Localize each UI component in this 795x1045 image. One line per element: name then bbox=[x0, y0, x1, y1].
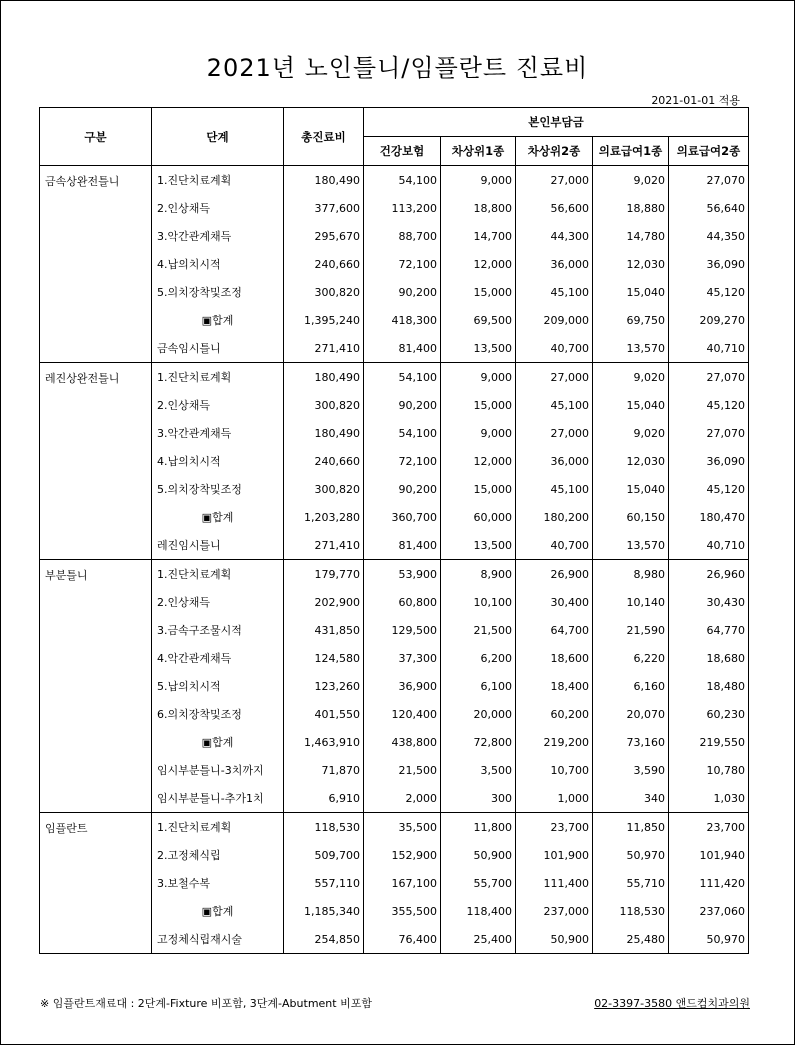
copay-value: 219,550 bbox=[669, 728, 749, 756]
copay-value: 10,100 bbox=[441, 588, 516, 616]
copay-value: 30,400 bbox=[516, 588, 593, 616]
step-label: 3.악간관계채득 bbox=[152, 222, 284, 250]
copay-value: 340 bbox=[593, 784, 669, 813]
copay-value: 237,000 bbox=[516, 897, 593, 925]
copay-value: 37,300 bbox=[364, 644, 441, 672]
clinic-contact: 02-3397-3580 앤드컴치과의원 bbox=[594, 997, 750, 1010]
copay-value: 72,100 bbox=[364, 447, 441, 475]
total-fee: 431,850 bbox=[284, 616, 364, 644]
copay-value: 18,680 bbox=[669, 644, 749, 672]
total-fee: 123,260 bbox=[284, 672, 364, 700]
copay-value: 50,900 bbox=[516, 925, 593, 954]
copay-value: 12,000 bbox=[441, 250, 516, 278]
step-label: 1.진단치료계획 bbox=[152, 363, 284, 392]
total-fee: 6,910 bbox=[284, 784, 364, 813]
step-label: 1.진단치료계획 bbox=[152, 560, 284, 589]
footnote: ※ 임플란트재료대 : 2단계-Fixture 비포함, 3단계-Abutment 비포함 bbox=[40, 997, 372, 1010]
copay-value: 27,070 bbox=[669, 363, 749, 392]
copay-value: 13,570 bbox=[593, 334, 669, 363]
total-fee: 300,820 bbox=[284, 391, 364, 419]
copay-value: 18,480 bbox=[669, 672, 749, 700]
copay-value: 11,800 bbox=[441, 813, 516, 842]
table-row bbox=[40, 166, 749, 195]
step-label: 레진임시틀니 bbox=[152, 531, 284, 560]
total-fee: 509,700 bbox=[284, 841, 364, 869]
total-fee: 180,490 bbox=[284, 363, 364, 392]
copay-value: 12,000 bbox=[441, 447, 516, 475]
copay-value: 21,590 bbox=[593, 616, 669, 644]
total-fee: 300,820 bbox=[284, 475, 364, 503]
copay-value: 90,200 bbox=[364, 278, 441, 306]
step-label: 고정체식립재시술 bbox=[152, 925, 284, 954]
copay-value: 13,500 bbox=[441, 334, 516, 363]
copay-value: 120,400 bbox=[364, 700, 441, 728]
copay-value: 45,120 bbox=[669, 475, 749, 503]
copay-value: 72,800 bbox=[441, 728, 516, 756]
total-fee: 1,185,340 bbox=[284, 897, 364, 925]
copay-value: 1,000 bbox=[516, 784, 593, 813]
copay-value: 69,750 bbox=[593, 306, 669, 334]
total-fee: 180,490 bbox=[284, 419, 364, 447]
copay-value: 50,970 bbox=[593, 841, 669, 869]
step-label: 5.납의치시적 bbox=[152, 672, 284, 700]
step-label: 임시부분틀니-3치까지 bbox=[152, 756, 284, 784]
copay-value: 12,030 bbox=[593, 250, 669, 278]
step-label: 2.인상채득 bbox=[152, 588, 284, 616]
copay-value: 111,400 bbox=[516, 869, 593, 897]
step-label: 2.인상채득 bbox=[152, 194, 284, 222]
step-label: 3.악간관계채득 bbox=[152, 419, 284, 447]
copay-value: 167,100 bbox=[364, 869, 441, 897]
copay-value: 18,600 bbox=[516, 644, 593, 672]
copay-value: 15,040 bbox=[593, 391, 669, 419]
copay-value: 23,700 bbox=[669, 813, 749, 842]
copay-value: 27,070 bbox=[669, 419, 749, 447]
subtotal-label: ▣합계 bbox=[152, 728, 284, 756]
total-fee: 401,550 bbox=[284, 700, 364, 728]
copay-value: 101,900 bbox=[516, 841, 593, 869]
copay-value: 36,090 bbox=[669, 447, 749, 475]
table-body bbox=[40, 166, 749, 954]
total-fee: 1,463,910 bbox=[284, 728, 364, 756]
copay-value: 3,500 bbox=[441, 756, 516, 784]
copay-value: 237,060 bbox=[669, 897, 749, 925]
copay-value: 54,100 bbox=[364, 419, 441, 447]
copay-value: 219,200 bbox=[516, 728, 593, 756]
copay-value: 36,000 bbox=[516, 250, 593, 278]
header-col-1: 차상위1종 bbox=[441, 137, 516, 166]
effective-date: 2021-01-01 적용 bbox=[651, 94, 740, 107]
copay-value: 118,400 bbox=[441, 897, 516, 925]
total-fee: 71,870 bbox=[284, 756, 364, 784]
copay-value: 23,700 bbox=[516, 813, 593, 842]
fee-table bbox=[39, 107, 749, 954]
copay-value: 15,040 bbox=[593, 278, 669, 306]
copay-value: 27,000 bbox=[516, 166, 593, 195]
step-label: 4.납의치시적 bbox=[152, 250, 284, 278]
copay-value: 9,000 bbox=[441, 419, 516, 447]
group-name: 부분틀니 bbox=[40, 560, 152, 813]
total-fee: 377,600 bbox=[284, 194, 364, 222]
copay-value: 11,850 bbox=[593, 813, 669, 842]
step-label: 3.보철수복 bbox=[152, 869, 284, 897]
copay-value: 9,000 bbox=[441, 166, 516, 195]
header-step: 단계 bbox=[152, 108, 284, 166]
total-fee: 1,395,240 bbox=[284, 306, 364, 334]
step-label: 5.의치장착및조정 bbox=[152, 278, 284, 306]
copay-value: 60,230 bbox=[669, 700, 749, 728]
copay-value: 9,020 bbox=[593, 166, 669, 195]
copay-value: 27,070 bbox=[669, 166, 749, 195]
total-fee: 240,660 bbox=[284, 447, 364, 475]
copay-value: 45,100 bbox=[516, 278, 593, 306]
copay-value: 438,800 bbox=[364, 728, 441, 756]
copay-value: 101,940 bbox=[669, 841, 749, 869]
copay-value: 15,040 bbox=[593, 475, 669, 503]
copay-value: 10,140 bbox=[593, 588, 669, 616]
copay-value: 64,700 bbox=[516, 616, 593, 644]
step-label: 2.인상채득 bbox=[152, 391, 284, 419]
table-row bbox=[40, 363, 749, 392]
copay-value: 15,000 bbox=[441, 475, 516, 503]
copay-value: 113,200 bbox=[364, 194, 441, 222]
copay-value: 360,700 bbox=[364, 503, 441, 531]
copay-value: 13,500 bbox=[441, 531, 516, 560]
copay-value: 129,500 bbox=[364, 616, 441, 644]
copay-value: 36,000 bbox=[516, 447, 593, 475]
copay-value: 418,300 bbox=[364, 306, 441, 334]
step-label: 임시부분틀니-추가1치 bbox=[152, 784, 284, 813]
copay-value: 53,900 bbox=[364, 560, 441, 589]
copay-value: 35,500 bbox=[364, 813, 441, 842]
header-col-3: 의료급여1종 bbox=[593, 137, 669, 166]
copay-value: 209,000 bbox=[516, 306, 593, 334]
header-col-2: 차상위2종 bbox=[516, 137, 593, 166]
copay-value: 56,600 bbox=[516, 194, 593, 222]
copay-value: 1,030 bbox=[669, 784, 749, 813]
copay-value: 40,710 bbox=[669, 531, 749, 560]
step-label: 4.납의치시적 bbox=[152, 447, 284, 475]
copay-value: 6,200 bbox=[441, 644, 516, 672]
copay-value: 26,960 bbox=[669, 560, 749, 589]
copay-value: 10,700 bbox=[516, 756, 593, 784]
copay-value: 36,900 bbox=[364, 672, 441, 700]
total-fee: 124,580 bbox=[284, 644, 364, 672]
copay-value: 9,020 bbox=[593, 419, 669, 447]
copay-value: 36,090 bbox=[669, 250, 749, 278]
copay-value: 9,020 bbox=[593, 363, 669, 392]
copay-value: 45,100 bbox=[516, 475, 593, 503]
copay-value: 45,100 bbox=[516, 391, 593, 419]
copay-value: 54,100 bbox=[364, 166, 441, 195]
step-label: 3.금속구조물시적 bbox=[152, 616, 284, 644]
copay-value: 72,100 bbox=[364, 250, 441, 278]
copay-value: 88,700 bbox=[364, 222, 441, 250]
header-total: 총진료비 bbox=[284, 108, 364, 166]
header-col-4: 의료급여2종 bbox=[669, 137, 749, 166]
copay-value: 26,900 bbox=[516, 560, 593, 589]
total-fee: 295,670 bbox=[284, 222, 364, 250]
copay-value: 21,500 bbox=[441, 616, 516, 644]
copay-value: 355,500 bbox=[364, 897, 441, 925]
copay-value: 25,480 bbox=[593, 925, 669, 954]
step-label: 5.의치장착및조정 bbox=[152, 475, 284, 503]
copay-value: 8,980 bbox=[593, 560, 669, 589]
copay-value: 20,070 bbox=[593, 700, 669, 728]
copay-value: 18,400 bbox=[516, 672, 593, 700]
table-row bbox=[40, 560, 749, 589]
copay-value: 73,160 bbox=[593, 728, 669, 756]
copay-value: 60,000 bbox=[441, 503, 516, 531]
copay-value: 55,710 bbox=[593, 869, 669, 897]
copay-value: 50,900 bbox=[441, 841, 516, 869]
total-fee: 271,410 bbox=[284, 334, 364, 363]
copay-value: 21,500 bbox=[364, 756, 441, 784]
copay-value: 18,880 bbox=[593, 194, 669, 222]
copay-value: 60,200 bbox=[516, 700, 593, 728]
copay-value: 14,780 bbox=[593, 222, 669, 250]
copay-value: 6,220 bbox=[593, 644, 669, 672]
step-label: 2.고정체식립 bbox=[152, 841, 284, 869]
group-name: 레진상완전틀니 bbox=[40, 363, 152, 560]
copay-value: 40,700 bbox=[516, 334, 593, 363]
copay-value: 300 bbox=[441, 784, 516, 813]
header-col-0: 건강보험 bbox=[364, 137, 441, 166]
copay-value: 180,200 bbox=[516, 503, 593, 531]
step-label: 금속임시틀니 bbox=[152, 334, 284, 363]
copay-value: 9,000 bbox=[441, 363, 516, 392]
copay-value: 18,800 bbox=[441, 194, 516, 222]
page-title: 2021년 노인틀니/임플란트 진료비 bbox=[206, 54, 589, 82]
step-label: 4.악간관계채득 bbox=[152, 644, 284, 672]
header-copay: 본인부담금 bbox=[364, 108, 749, 137]
copay-value: 8,900 bbox=[441, 560, 516, 589]
copay-value: 90,200 bbox=[364, 391, 441, 419]
copay-value: 14,700 bbox=[441, 222, 516, 250]
copay-value: 209,270 bbox=[669, 306, 749, 334]
copay-value: 81,400 bbox=[364, 334, 441, 363]
step-label: 6.의치장착및조정 bbox=[152, 700, 284, 728]
header-group: 구분 bbox=[40, 108, 152, 166]
copay-value: 54,100 bbox=[364, 363, 441, 392]
copay-value: 40,710 bbox=[669, 334, 749, 363]
total-fee: 118,530 bbox=[284, 813, 364, 842]
total-fee: 1,203,280 bbox=[284, 503, 364, 531]
copay-value: 90,200 bbox=[364, 475, 441, 503]
total-fee: 240,660 bbox=[284, 250, 364, 278]
copay-value: 45,120 bbox=[669, 391, 749, 419]
copay-value: 64,770 bbox=[669, 616, 749, 644]
copay-value: 45,120 bbox=[669, 278, 749, 306]
copay-value: 152,900 bbox=[364, 841, 441, 869]
copay-value: 13,570 bbox=[593, 531, 669, 560]
copay-value: 27,000 bbox=[516, 363, 593, 392]
copay-value: 56,640 bbox=[669, 194, 749, 222]
copay-value: 111,420 bbox=[669, 869, 749, 897]
copay-value: 55,700 bbox=[441, 869, 516, 897]
copay-value: 6,100 bbox=[441, 672, 516, 700]
total-fee: 300,820 bbox=[284, 278, 364, 306]
total-fee: 557,110 bbox=[284, 869, 364, 897]
total-fee: 271,410 bbox=[284, 531, 364, 560]
table-row bbox=[40, 813, 749, 842]
copay-value: 44,350 bbox=[669, 222, 749, 250]
copay-value: 25,400 bbox=[441, 925, 516, 954]
step-label: 1.진단치료계획 bbox=[152, 166, 284, 195]
copay-value: 180,470 bbox=[669, 503, 749, 531]
copay-value: 12,030 bbox=[593, 447, 669, 475]
copay-value: 118,530 bbox=[593, 897, 669, 925]
group-name: 임플란트 bbox=[40, 813, 152, 954]
copay-value: 69,500 bbox=[441, 306, 516, 334]
copay-value: 3,590 bbox=[593, 756, 669, 784]
subtotal-label: ▣합계 bbox=[152, 897, 284, 925]
copay-value: 10,780 bbox=[669, 756, 749, 784]
copay-value: 27,000 bbox=[516, 419, 593, 447]
copay-value: 60,800 bbox=[364, 588, 441, 616]
total-fee: 254,850 bbox=[284, 925, 364, 954]
copay-value: 60,150 bbox=[593, 503, 669, 531]
copay-value: 50,970 bbox=[669, 925, 749, 954]
copay-value: 40,700 bbox=[516, 531, 593, 560]
copay-value: 30,430 bbox=[669, 588, 749, 616]
copay-value: 44,300 bbox=[516, 222, 593, 250]
total-fee: 179,770 bbox=[284, 560, 364, 589]
copay-value: 20,000 bbox=[441, 700, 516, 728]
subtotal-label: ▣합계 bbox=[152, 306, 284, 334]
copay-value: 15,000 bbox=[441, 391, 516, 419]
group-name: 금속상완전틀니 bbox=[40, 166, 152, 363]
step-label: 1.진단치료계획 bbox=[152, 813, 284, 842]
total-fee: 180,490 bbox=[284, 166, 364, 195]
copay-value: 15,000 bbox=[441, 278, 516, 306]
copay-value: 81,400 bbox=[364, 531, 441, 560]
copay-value: 6,160 bbox=[593, 672, 669, 700]
total-fee: 202,900 bbox=[284, 588, 364, 616]
copay-value: 2,000 bbox=[364, 784, 441, 813]
subtotal-label: ▣합계 bbox=[152, 503, 284, 531]
copay-value: 76,400 bbox=[364, 925, 441, 954]
